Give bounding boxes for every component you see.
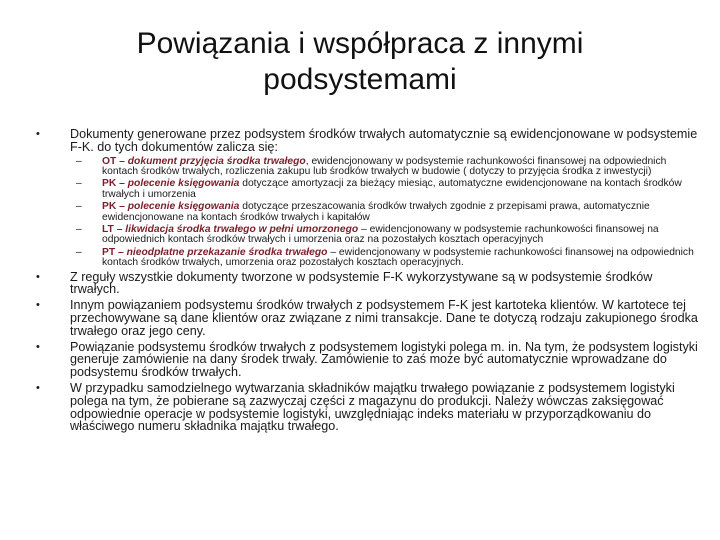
dash-icon: –	[76, 178, 82, 190]
bullet-icon: •	[36, 128, 40, 140]
separator: –	[116, 155, 128, 167]
doc-description: , ewidencjonowany w podsystemie rachunkowości finansowej na odpowiednich kontach środków trwałych, rozliczenia zakupu lub środków trwałych w budowie ( dotyczy to przyjęcia środka z inwestycji)	[102, 155, 667, 177]
bullet-text: Dokumenty generowane przez podsystem środków trwałych automatycznie są ewidencjonowane w podsystemie F-K. do tych dokumentów zalicza się:	[70, 127, 698, 154]
bullet-text: Innym powiązaniem podsystemu środków trwałych z podsystemem F-K jest kartoteka klientów. W kartotece tej przechowywane są dane klientów oraz związane z nimi transakcje. Dane te dotyczą rodzaju zakupionego środka trwałego oraz jego ceny.	[70, 298, 698, 338]
bullet-item	[36, 271, 698, 297]
sub-item	[36, 225, 698, 246]
dash-icon: –	[76, 201, 82, 213]
doc-label: likwidacja środka trwałego w pełni umorzonego	[125, 224, 359, 236]
bullet-icon: •	[36, 382, 40, 395]
title-line-1: Powiązania i współpraca z innymi	[136, 27, 584, 60]
doc-label: dokument przyjęcia środka trwałego	[127, 155, 306, 167]
separator: –	[116, 201, 128, 213]
sub-list	[36, 157, 698, 269]
doc-description: dotyczące przeszacowania środków trwałych zgodnie z przepisami prawa, automatycznie ewidencjonowane na kontach środków trwałych i kapitałów	[102, 201, 650, 223]
doc-code: PK	[102, 201, 117, 213]
doc-code: OT	[102, 155, 117, 167]
bullet-icon: •	[36, 340, 40, 353]
bullet-text: W przypadku samodzielnego wytwarzania składników majątku trwałego powiązanie z podsystemem logistyki polega na tym, że pobierane są zazwyczaj części z magazynu do produkcji. Należy wówczas zaksięgować odpowiednie operacje w podsystemie logistyki, uwzględniając indeks materiału w przyporządkowaniu do właściwego numeru składnika majątku trwałego.	[70, 381, 675, 434]
separator: –	[116, 178, 128, 190]
bullet-icon: •	[36, 299, 40, 312]
separator: –	[115, 246, 127, 258]
separator: –	[113, 224, 126, 236]
doc-description: – ewidencjonowany w podsystemie rachunkowości finansowej na odpowiednich kontach środków trwałych, umorzenia oraz pozostałych kosztach operacyjnych.	[102, 246, 694, 269]
sub-item	[36, 157, 698, 178]
page-title	[60, 26, 660, 98]
doc-label: nieodpłatne przekazanie środka trwałego	[126, 246, 328, 258]
sub-item	[36, 202, 698, 223]
dash-icon: –	[76, 246, 82, 258]
bullet-icon: •	[36, 270, 40, 283]
doc-description: – ewidencjonowany w podsystemie rachunkowości finansowej na odpowiednich kontach środków trwałych i umorzenia oraz na pozostałych kosztach operacyjnych	[102, 224, 659, 246]
title-line-2: podsystemami	[263, 63, 457, 96]
doc-label: polecenie księgowania	[127, 201, 240, 213]
doc-label: polecenie księgowania	[127, 178, 240, 190]
bullet-text: Powiązanie podsystemu środków trwałych z podsystemem logistyki polega m. in. Na tym, że podsystem logistyki generuje zamówienie na dany środek trwały. Zamówienie to zaś może być automatycznie wprowadzane do podsystemu środków trwałych.	[70, 339, 698, 380]
doc-code: LT	[102, 224, 114, 236]
sub-item	[36, 248, 698, 269]
bullet-item	[36, 382, 698, 433]
bullet-item	[36, 128, 698, 154]
bullet-text: Z reguły wszystkie dokumenty tworzone w podsystemie F-K wykorzystywane są w podsystemie środków trwałych.	[70, 269, 653, 297]
dash-icon: –	[76, 224, 82, 236]
bullet-item	[36, 341, 698, 379]
slide-content	[36, 128, 698, 436]
doc-description: dotyczące amortyzacji za bieżący miesiąc, automatyczne ewidencjonowane na kontach środków trwałych i umorzenia	[102, 178, 682, 200]
dash-icon: –	[76, 155, 82, 167]
doc-code: PT	[102, 246, 116, 258]
doc-code: PK	[102, 178, 117, 190]
bullet-item	[36, 299, 698, 337]
sub-item	[36, 179, 698, 200]
